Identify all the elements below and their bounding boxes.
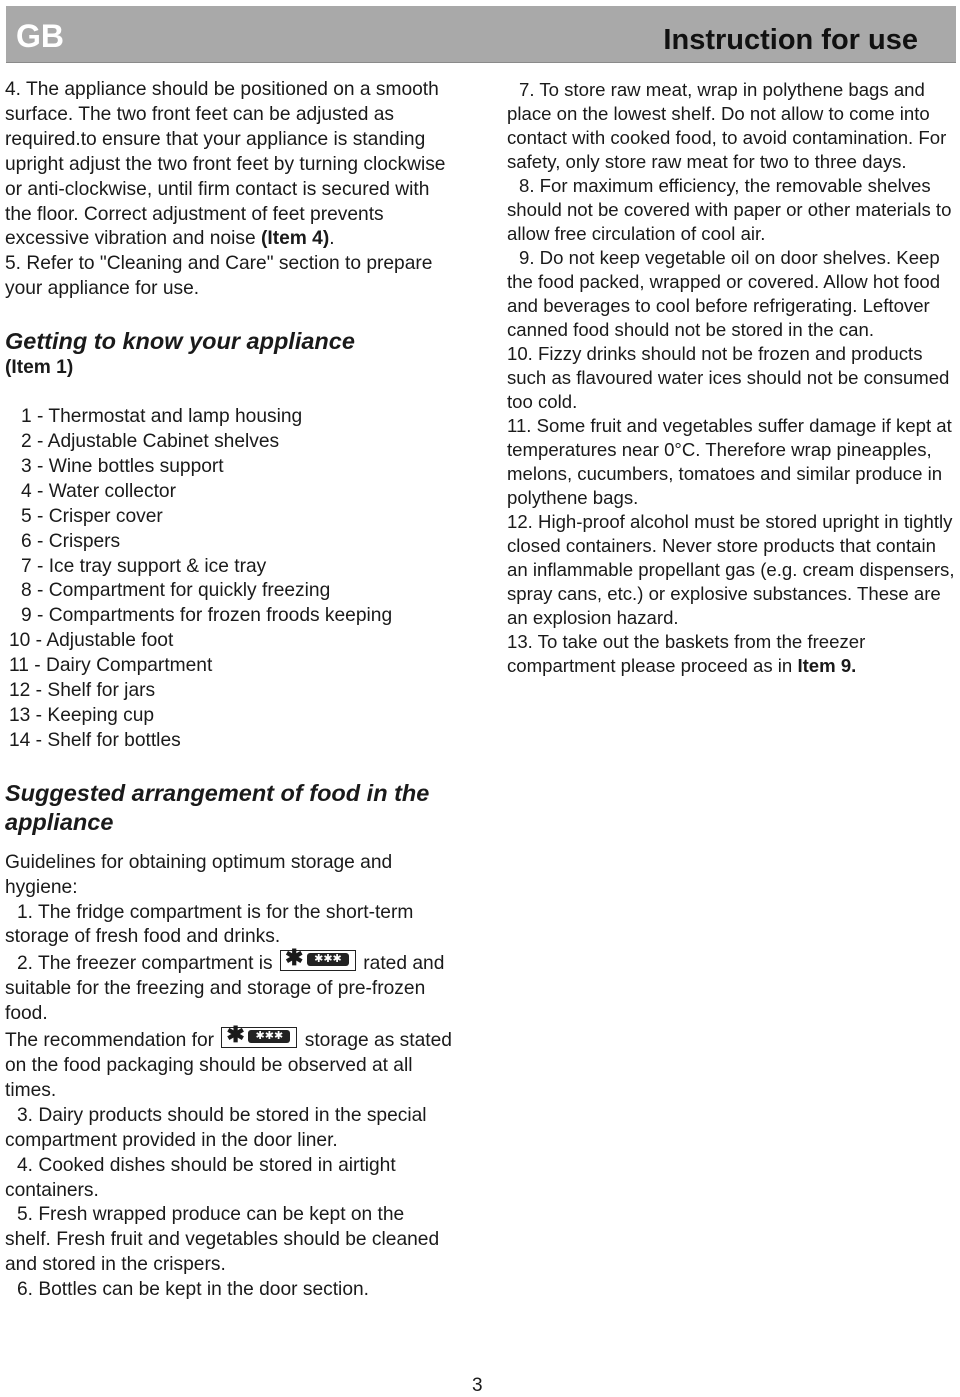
guideline-11: 11. Some fruit and vegetables suffer damage if kept at temperatures near 0°C. Therefore wrap pineapples, melons, cucumbers, tomatoes and similar produce in polythene bags. (507, 415, 952, 508)
list-item: 4 - Water collector (21, 480, 176, 502)
recommendation: The recommendation for ✱ ✱✱✱ storage as stated on the food packaging should be observed at all times. (5, 1022, 452, 1101)
list-item: 3 - Wine bottles support (21, 455, 224, 477)
guidelines-intro: Guidelines for obtaining optimum storage and hygiene: (5, 851, 393, 898)
guideline-9: 9. Do not keep vegetable oil on door shelves. Keep the food packed, wrapped or covered. Allow hot food and beverages to cool before refrigerating. Leftover canned food should not be stored in the can. (507, 247, 941, 340)
four-star-freezer-icon: ✱ ✱✱✱ (280, 950, 356, 971)
document-title: Instruction for use (663, 24, 918, 56)
left-column (5, 78, 455, 1303)
list-item: 5 - Crisper cover (21, 505, 163, 527)
list-item: 11 - Dairy Compartment (9, 655, 213, 677)
four-star-freezer-icon: ✱ ✱✱✱ (221, 1027, 297, 1048)
paragraph-4: 4. The appliance should be positioned on a smooth surface. The two front feet can be adjusted as required.to ensure that your appliance is standing upright adjust the two front feet by turning clockwise or anti-clockwise, until firm contact is secured with the floor. Correct adjustment of feet prevents excessive vibration and noise (Item 4). (5, 79, 446, 250)
page-header (6, 6, 956, 63)
right-column (507, 78, 957, 678)
section-heading-suggested-arrangement: Suggested arrangement of food in the appliance (5, 779, 430, 835)
guideline-5: 5. Fresh wrapped produce can be kept on the shelf. Fresh fruit and vegetables should be cleaned and stored in the crispers. (5, 1204, 440, 1276)
language-code: GB (16, 18, 64, 54)
list-item: 12 - Shelf for jars (9, 680, 156, 702)
item-9-ref: Item 9. (797, 655, 857, 676)
list-item: 13 - Keeping cup (9, 704, 155, 726)
guideline-12: 12. High-proof alcohol must be stored upright in tightly closed containers. Never store products that contain an inflammable propellant gas (e.g. cream dispensers, spray cans, etc.) or explosive substances. These are an explosion hazard. (507, 511, 955, 628)
guideline-10: 10. Fizzy drinks should not be frozen and products such as flavoured water ices should not be consumed too cold. (507, 343, 950, 412)
item-1-ref: (Item 1) (5, 357, 74, 379)
parts-list (9, 405, 455, 754)
list-item: 1 - Thermostat and lamp housing (21, 406, 303, 428)
list-item: 14 - Shelf for bottles (9, 729, 181, 751)
list-item: 10 - Adjustable foot (9, 630, 174, 652)
list-item: 9 - Compartments for frozen froods keeping (21, 605, 393, 627)
guideline-1: 1. The fridge compartment is for the short-term storage of fresh food and drinks. (5, 901, 414, 948)
list-item: 8 - Compartment for quickly freezing (21, 580, 331, 602)
guideline-4: 4. Cooked dishes should be stored in airtight containers. (5, 1154, 396, 1201)
guideline-3: 3. Dairy products should be stored in the special compartment provided in the door liner. (5, 1104, 427, 1151)
guideline-8: 8. For maximum efficiency, the removable shelves should not be covered with paper or other materials to allow free circulation of cool air. (507, 175, 952, 244)
list-item: 2 - Adjustable Cabinet shelves (21, 430, 280, 452)
paragraph-5: 5. Refer to "Cleaning and Care" section to prepare your appliance for use. (5, 253, 433, 300)
section-heading-know-appliance: Getting to know your appliance (5, 328, 355, 355)
guideline-6: 6. Bottles can be kept in the door section. (17, 1279, 369, 1301)
page-number: 3 (472, 1375, 483, 1396)
guideline-7: 7. To store raw meat, wrap in polythene bags and place on the lowest shelf. Do not allow to come into contact with cooked food, to avoid contamination. For safety, only store raw meat for two to three days. (507, 79, 947, 172)
list-item: 6 - Crispers (21, 530, 121, 552)
list-item: 7 - Ice tray support & ice tray (21, 555, 267, 577)
guideline-2: 2. The freezer compartment is ✱ ✱✱✱ rated and suitable for the freezing and storage of pre-frozen food. (5, 945, 445, 1025)
item-4-ref: (Item 4) (260, 228, 330, 250)
guideline-13: 13. To take out the baskets from the freezer compartment please proceed as in Item 9. (507, 631, 866, 676)
